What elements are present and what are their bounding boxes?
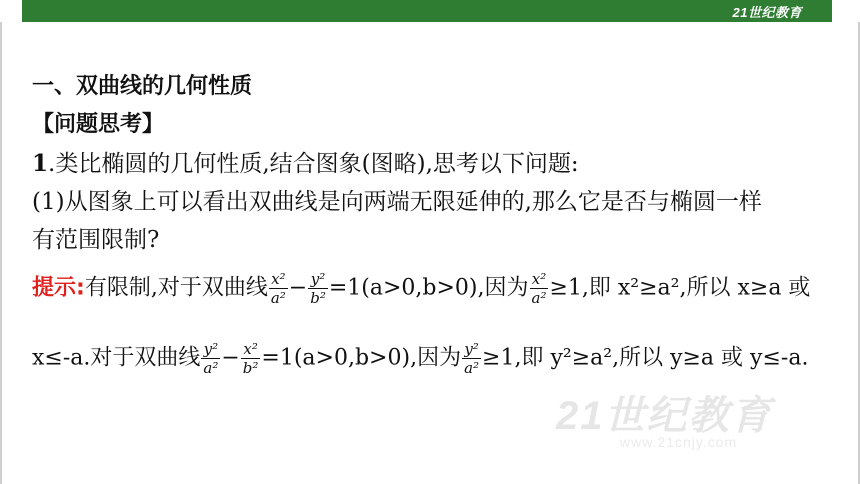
fraction-numerator: x²	[269, 270, 288, 289]
section-title: 一、双曲线的几何性质	[32, 74, 253, 99]
hint2-text-a: x≤-a.对于双曲线	[32, 345, 201, 371]
fraction-numerator: x²	[241, 340, 261, 359]
watermark-logo: 21世纪教育	[556, 394, 773, 438]
fraction-numerator: y²	[462, 340, 481, 359]
question-1-part-1: (1)从图象上可以看出双曲线是向两端无限延伸的,那么它是否与椭圆一样	[32, 189, 762, 215]
hint2-text-b: =1(a>0,b>0),因为	[261, 345, 462, 371]
question-number: 1	[32, 150, 49, 177]
question-1-part-1-cont: 有范围限制?	[32, 227, 160, 253]
hint-colon: :	[76, 275, 85, 301]
minus-sign-2: −	[221, 345, 240, 371]
question-1-text: .类比椭圆的几何性质,结合图象(图略),思考以下问题:	[48, 151, 579, 177]
header-bar	[22, 0, 832, 22]
hint-line-1	[32, 270, 810, 307]
brand-logo: 21世纪教育	[732, 5, 802, 20]
fraction-denominator: a²	[531, 289, 547, 307]
fraction-denominator: b²	[242, 359, 259, 377]
fraction-denominator: a²	[203, 359, 219, 377]
fraction-numerator: y²	[201, 340, 220, 359]
fraction-denominator: a²	[270, 289, 286, 307]
equation-condition: =1(a>0,b>0),因为	[328, 275, 529, 301]
fraction-numerator: x²	[530, 270, 549, 289]
fraction-x2-a2	[269, 270, 288, 307]
fraction-y2-b2	[308, 270, 328, 307]
watermark-url: www.21cnjy.com	[620, 434, 738, 450]
hint-text-b: ≥1,即 x²≥a²,所以 x≥a 或	[549, 275, 811, 301]
hint-line-2	[32, 340, 808, 377]
fraction-y2-a2	[201, 340, 220, 377]
hint2-text-c: ≥1,即 y²≥a²,所以 y≥a 或 y≤-a.	[482, 345, 809, 371]
fraction-denominator: a²	[464, 359, 480, 377]
minus-sign: −	[288, 275, 308, 301]
fraction-y2-a2-ineq	[462, 340, 481, 377]
hint-text-a: 有限制,对于双曲线	[84, 275, 268, 301]
question-1	[32, 150, 579, 178]
subheading: 【问题思考】	[32, 112, 165, 137]
hint-label: 提示	[32, 275, 77, 301]
fraction-denominator: b²	[310, 289, 326, 307]
left-border	[0, 22, 2, 484]
fraction-x2-a2-ineq	[530, 270, 549, 307]
fraction-numerator: y²	[308, 270, 328, 289]
fraction-x2-b2	[241, 340, 261, 377]
